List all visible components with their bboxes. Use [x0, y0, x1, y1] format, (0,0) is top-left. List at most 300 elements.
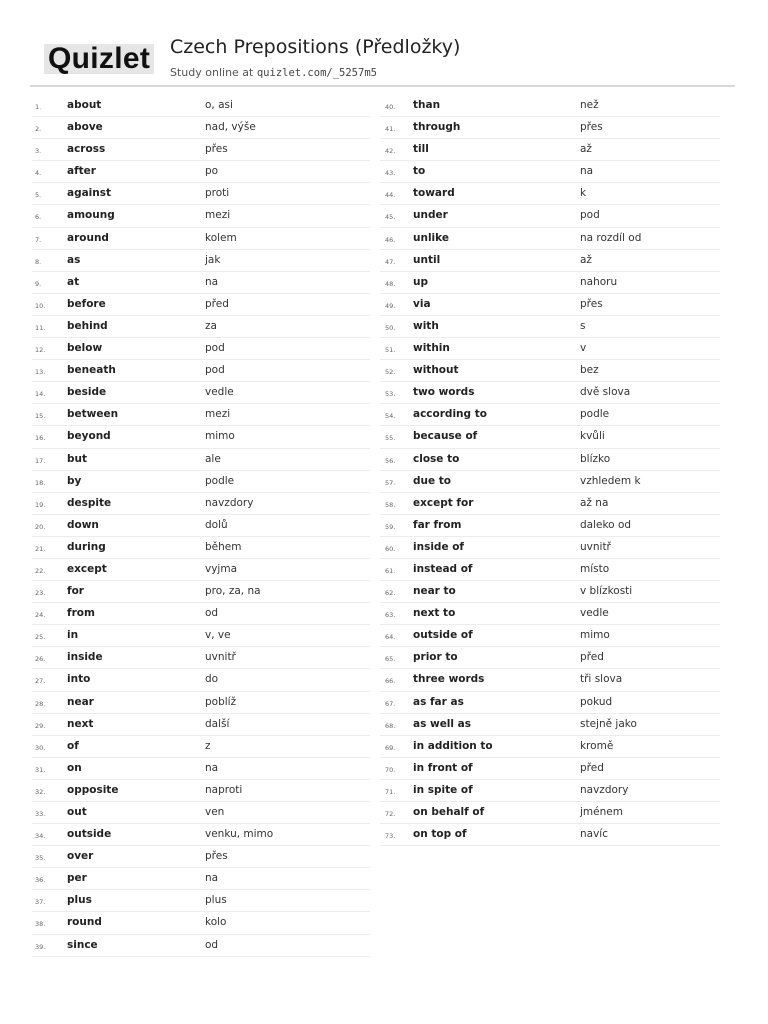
term-word: as well as: [413, 717, 472, 730]
term-word: during: [67, 540, 106, 553]
term-definition: tři slova: [580, 673, 623, 686]
term-number: 11.: [35, 323, 46, 332]
term-word: except for: [413, 496, 474, 509]
term-definition: pro, za, na: [205, 585, 261, 598]
term-row: [32, 493, 370, 515]
term-number: 59.: [385, 522, 396, 531]
term-word: in spite of: [413, 783, 473, 796]
term-word: close to: [413, 452, 460, 465]
term-definition: vedle: [205, 386, 234, 399]
term-number: 64.: [385, 633, 396, 642]
term-number: 68.: [385, 721, 396, 730]
term-row: [380, 625, 720, 647]
term-list-left: [32, 95, 370, 957]
term-word: after: [67, 165, 96, 178]
term-word: without: [413, 364, 459, 377]
term-word: outside: [67, 828, 112, 841]
term-definition: mezi: [205, 408, 231, 421]
term-word: on top of: [413, 828, 467, 841]
term-number: 15.: [35, 412, 46, 421]
term-number: 7.: [35, 235, 42, 244]
term-number: 58.: [385, 500, 396, 509]
term-row: [380, 515, 720, 537]
term-row: [380, 338, 720, 360]
term-number: 42.: [385, 147, 396, 156]
term-definition: navíc: [580, 828, 608, 841]
term-word: toward: [413, 187, 455, 200]
term-word: in front of: [413, 761, 473, 774]
term-row: [32, 316, 370, 338]
term-row: [32, 780, 370, 802]
term-number: 8.: [35, 257, 42, 266]
term-number: 33.: [35, 810, 46, 818]
term-word: up: [413, 275, 428, 288]
term-definition: místo: [580, 562, 610, 575]
term-definition: mezi: [205, 209, 231, 222]
term-definition: před: [580, 761, 604, 774]
term-word: as: [67, 253, 81, 266]
term-row: [380, 802, 720, 824]
term-word: near to: [413, 585, 456, 598]
term-word: against: [67, 187, 112, 200]
term-definition: s: [580, 319, 586, 332]
term-definition: před: [205, 297, 229, 310]
term-number: 35.: [35, 854, 46, 863]
term-row: [32, 824, 370, 846]
term-number: 28.: [35, 699, 46, 708]
term-word: under: [413, 209, 448, 222]
term-definition: v: [580, 342, 587, 355]
term-number: 25.: [35, 633, 46, 642]
term-row: [380, 294, 720, 316]
term-number: 26.: [35, 655, 46, 664]
term-number: 61.: [385, 566, 396, 575]
term-number: 1.: [35, 103, 42, 111]
term-number: 18.: [35, 478, 46, 487]
term-word: beyond: [67, 430, 111, 443]
term-number: 30.: [35, 743, 46, 752]
term-row: [380, 161, 720, 183]
term-definition: od: [205, 938, 219, 951]
term-number: 47.: [385, 257, 396, 266]
term-word: to: [413, 165, 426, 178]
term-row: [32, 603, 370, 625]
term-number: 22.: [35, 566, 46, 575]
term-number: 31.: [35, 765, 46, 774]
term-definition: venku, mimo: [205, 828, 274, 841]
term-definition: pod: [205, 342, 225, 355]
term-row: [32, 449, 370, 471]
term-definition: přes: [580, 297, 603, 310]
term-word: since: [67, 938, 98, 951]
term-definition: kolem: [205, 231, 237, 244]
term-word: into: [67, 673, 91, 686]
term-row: [380, 493, 720, 515]
term-word: despite: [67, 496, 112, 509]
term-word: except: [67, 562, 107, 575]
term-word: about: [67, 99, 102, 111]
term-definition: uvnitř: [580, 540, 611, 553]
term-word: unlike: [413, 231, 449, 244]
term-definition: kolo: [205, 916, 227, 929]
term-row: [32, 559, 370, 581]
term-number: 16.: [35, 434, 46, 443]
term-word: outside of: [413, 629, 473, 642]
term-definition: přes: [205, 143, 228, 156]
term-number: 23.: [35, 589, 46, 598]
term-word: across: [67, 143, 106, 156]
term-word: inside: [67, 651, 103, 664]
term-number: 71.: [385, 787, 396, 796]
term-word: beside: [67, 386, 107, 399]
term-number: 66.: [385, 677, 396, 686]
term-definition: pokud: [580, 695, 613, 708]
term-row: [32, 581, 370, 603]
term-row: [380, 360, 720, 382]
term-number: 9.: [35, 279, 42, 288]
term-word: out: [67, 806, 87, 818]
page-title: Czech Prepositions (Předložky): [170, 36, 461, 58]
term-word: amoung: [67, 209, 115, 222]
term-number: 24.: [35, 611, 46, 620]
term-number: 39.: [35, 942, 46, 951]
term-definition: navzdory: [205, 496, 254, 509]
term-row: [32, 117, 370, 139]
study-prefix: Study online at: [170, 66, 257, 79]
term-definition: proti: [205, 187, 230, 200]
term-number: 69.: [385, 743, 396, 752]
study-link[interactable]: quizlet.com/_5257m5: [256, 67, 377, 79]
term-number: 70.: [385, 765, 396, 774]
term-row: [380, 714, 720, 736]
term-row: [32, 228, 370, 250]
term-row: [380, 647, 720, 669]
term-number: 40.: [385, 103, 396, 111]
term-row: [380, 426, 720, 448]
term-row: [32, 692, 370, 714]
term-row: [32, 139, 370, 161]
term-definition: vzhledem k: [580, 474, 641, 487]
term-row: [380, 250, 720, 272]
term-number: 19.: [35, 500, 46, 509]
term-definition: na rozdíl od: [580, 231, 642, 244]
term-number: 32.: [35, 787, 46, 796]
term-word: above: [67, 121, 103, 134]
term-word: due to: [413, 474, 452, 487]
term-word: inside of: [413, 540, 464, 553]
term-definition: stejně jako: [580, 717, 637, 730]
term-word: prior to: [413, 651, 458, 664]
term-number: 10.: [35, 301, 46, 310]
term-word: near: [67, 695, 94, 708]
term-row: [32, 95, 370, 117]
term-word: down: [67, 518, 99, 531]
term-row: [380, 404, 720, 426]
term-number: 49.: [385, 301, 396, 310]
term-row: [380, 205, 720, 227]
term-definition: poblíž: [205, 695, 237, 708]
term-definition: přes: [580, 121, 603, 134]
term-row: [32, 736, 370, 758]
term-definition: podle: [580, 408, 610, 421]
term-row: [32, 647, 370, 669]
term-number: 2.: [35, 125, 42, 134]
term-word: next: [67, 717, 94, 730]
term-number: 20.: [35, 522, 46, 531]
term-definition: na: [205, 761, 219, 774]
term-word: according to: [413, 408, 487, 421]
term-row: [380, 139, 720, 161]
term-word: on: [67, 761, 82, 774]
term-definition: mimo: [205, 430, 235, 443]
term-row: [380, 228, 720, 250]
term-word: instead of: [413, 562, 473, 575]
term-definition: kvůli: [580, 430, 605, 443]
term-row: [32, 183, 370, 205]
term-number: 46.: [385, 235, 396, 244]
term-row: [380, 824, 720, 846]
term-definition: vyjma: [205, 562, 238, 575]
term-word: per: [67, 872, 87, 885]
term-row: [32, 404, 370, 426]
term-word: behind: [67, 319, 108, 332]
term-number: 54.: [385, 412, 396, 421]
term-row: [380, 603, 720, 625]
term-word: by: [67, 474, 82, 487]
term-definition: ven: [205, 806, 225, 818]
term-row: [380, 95, 720, 117]
term-definition: z: [205, 739, 211, 752]
term-word: opposite: [67, 783, 119, 796]
term-definition: do: [205, 673, 219, 686]
term-definition: plus: [205, 894, 227, 907]
term-row: [32, 205, 370, 227]
term-number: 13.: [35, 368, 46, 377]
term-row: [380, 581, 720, 603]
term-definition: během: [205, 540, 242, 553]
term-word: till: [413, 143, 429, 156]
term-word: next to: [413, 607, 456, 620]
term-number: 38.: [35, 920, 46, 929]
term-definition: v blízkosti: [580, 585, 633, 598]
term-number: 72.: [385, 810, 396, 818]
term-definition: na: [205, 275, 219, 288]
term-row: [32, 758, 370, 780]
term-definition: než: [580, 99, 599, 111]
term-word: two words: [413, 386, 475, 399]
term-number: 51.: [385, 346, 396, 355]
term-number: 52.: [385, 368, 396, 377]
term-row: [380, 780, 720, 802]
header-divider: [30, 85, 735, 87]
term-word: for: [67, 585, 84, 598]
term-row: [380, 449, 720, 471]
term-number: 50.: [385, 323, 396, 332]
term-row: [32, 669, 370, 691]
term-row: [32, 294, 370, 316]
term-row: [32, 912, 370, 934]
term-row: [380, 537, 720, 559]
term-definition: ale: [205, 452, 221, 465]
term-definition: za: [205, 319, 217, 332]
term-number: 37.: [35, 898, 46, 907]
term-word: in addition to: [413, 739, 493, 752]
term-word: far from: [413, 518, 462, 531]
term-definition: k: [580, 187, 587, 200]
term-word: in: [67, 629, 79, 642]
term-number: 62.: [385, 589, 396, 598]
term-number: 44.: [385, 191, 396, 200]
term-number: 12.: [35, 346, 46, 355]
term-word: from: [67, 607, 95, 620]
term-number: 65.: [385, 655, 396, 664]
term-word: beneath: [67, 364, 116, 377]
term-row: [380, 272, 720, 294]
term-number: 3.: [35, 147, 42, 156]
term-number: 55.: [385, 434, 396, 443]
term-number: 29.: [35, 721, 46, 730]
term-definition: po: [205, 165, 219, 178]
term-definition: pod: [205, 364, 225, 377]
term-definition: naproti: [205, 783, 243, 796]
term-word: between: [67, 408, 119, 421]
term-number: 41.: [385, 125, 396, 134]
term-definition: před: [580, 651, 604, 664]
term-row: [380, 758, 720, 780]
term-row: [32, 890, 370, 912]
term-number: 73.: [385, 832, 396, 841]
term-number: 53.: [385, 390, 396, 399]
term-definition: na: [580, 165, 594, 178]
term-word: within: [413, 342, 450, 355]
term-list-right: [380, 95, 720, 846]
term-row: [32, 714, 370, 736]
term-definition: navzdory: [580, 783, 629, 796]
term-row: [32, 360, 370, 382]
term-word: of: [67, 739, 79, 752]
term-definition: kromě: [580, 739, 614, 752]
term-definition: uvnitř: [205, 651, 236, 664]
term-definition: přes: [205, 850, 228, 863]
term-definition: na: [205, 872, 219, 885]
term-word: through: [413, 121, 461, 134]
term-row: [380, 669, 720, 691]
term-row: [32, 846, 370, 868]
term-word: three words: [413, 673, 485, 686]
term-row: [380, 559, 720, 581]
term-definition: až na: [580, 496, 609, 509]
term-number: 63.: [385, 611, 396, 620]
term-definition: v, ve: [205, 629, 231, 642]
study-online-line: [170, 66, 377, 79]
term-word: over: [67, 850, 94, 863]
term-definition: až: [580, 253, 592, 266]
term-definition: dolů: [205, 518, 228, 531]
term-definition: od: [205, 607, 219, 620]
term-row: [380, 316, 720, 338]
term-word: until: [413, 253, 441, 266]
term-row: [32, 515, 370, 537]
term-definition: nahoru: [580, 275, 618, 288]
term-row: [32, 868, 370, 890]
term-row: [380, 471, 720, 493]
term-row: [32, 161, 370, 183]
term-row: [380, 183, 720, 205]
term-number: 67.: [385, 699, 396, 708]
term-number: 17.: [35, 456, 46, 465]
term-definition: podle: [205, 474, 235, 487]
term-definition: jménem: [580, 806, 623, 818]
term-word: below: [67, 342, 103, 355]
term-number: 27.: [35, 677, 46, 686]
term-number: 57.: [385, 478, 396, 487]
term-word: before: [67, 297, 106, 310]
term-row: [32, 471, 370, 493]
term-word: round: [67, 916, 102, 929]
term-row: [32, 625, 370, 647]
term-definition: jak: [205, 253, 221, 266]
term-word: plus: [67, 894, 92, 907]
term-number: 14.: [35, 390, 46, 399]
term-definition: o, asi: [205, 99, 233, 111]
term-definition: blízko: [580, 452, 611, 465]
term-row: [32, 426, 370, 448]
term-definition: další: [205, 717, 230, 730]
term-row: [32, 250, 370, 272]
term-definition: pod: [580, 209, 600, 222]
term-row: [32, 802, 370, 824]
term-row: [32, 272, 370, 294]
quizlet-logo: Quizlet: [44, 44, 154, 74]
term-word: via: [413, 297, 431, 310]
term-definition: bez: [580, 364, 599, 377]
term-row: [32, 382, 370, 404]
term-word: around: [67, 231, 109, 244]
term-word: as far as: [413, 695, 464, 708]
term-word: with: [413, 319, 439, 332]
term-row: [32, 537, 370, 559]
term-row: [380, 692, 720, 714]
term-number: 48.: [385, 279, 396, 288]
term-number: 60.: [385, 544, 396, 553]
term-word: because of: [413, 430, 478, 443]
term-definition: mimo: [580, 629, 610, 642]
term-row: [32, 338, 370, 360]
term-number: 56.: [385, 456, 396, 465]
term-definition: nad, výše: [205, 121, 256, 134]
term-word: than: [413, 99, 441, 111]
term-number: 4.: [35, 169, 42, 178]
term-number: 5.: [35, 191, 42, 200]
term-definition: daleko od: [580, 518, 632, 531]
term-number: 43.: [385, 169, 396, 178]
term-number: 36.: [35, 876, 46, 885]
term-number: 6.: [35, 213, 42, 222]
term-row: [32, 935, 370, 957]
term-word: at: [67, 275, 80, 288]
term-row: [380, 736, 720, 758]
term-number: 21.: [35, 544, 46, 553]
term-row: [380, 117, 720, 139]
term-definition: dvě slova: [580, 386, 631, 399]
term-definition: až: [580, 143, 592, 156]
term-word: but: [67, 452, 88, 465]
term-word: on behalf of: [413, 806, 485, 818]
term-number: 34.: [35, 832, 46, 841]
term-number: 45.: [385, 213, 396, 222]
term-row: [380, 382, 720, 404]
term-definition: vedle: [580, 607, 609, 620]
